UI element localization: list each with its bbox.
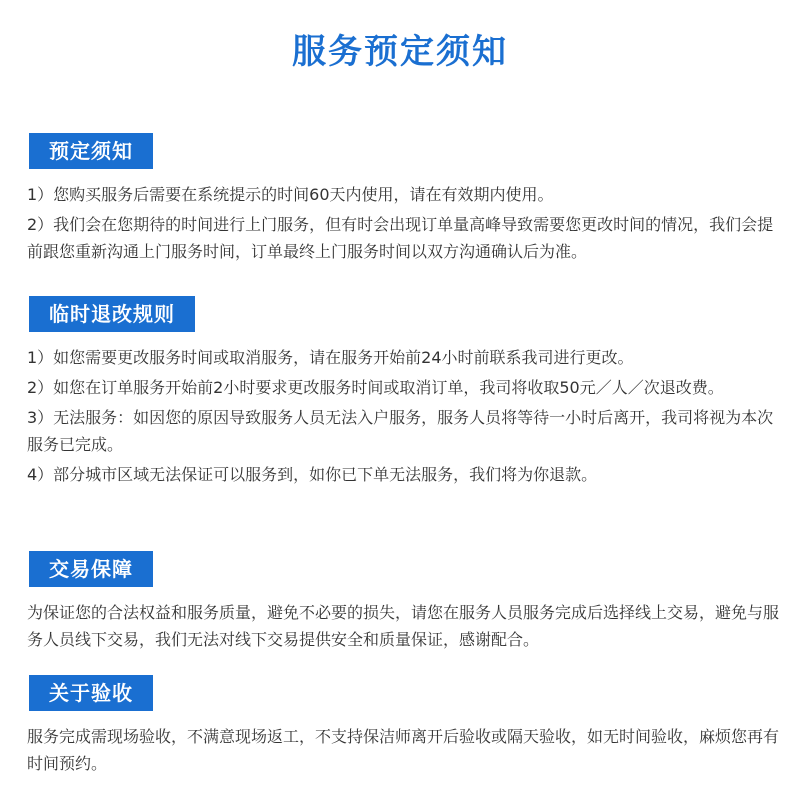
section-items — [27, 723, 779, 777]
section-header: 交易保障 — [29, 551, 153, 587]
section-change-rules — [27, 296, 779, 491]
section-header: 关于验收 — [29, 675, 153, 711]
section-acceptance — [27, 675, 779, 780]
list-item: 1）您购买服务后需要在系统提示的时间60天内使用，请在有效期内使用。 — [27, 185, 554, 204]
section-header: 临时退改规则 — [29, 296, 195, 332]
list-item: 2）我们会在您期待的时间进行上门服务，但有时会出现订单量高峰导致需要您更改时间的情况，我们会提前跟您重新沟通上门服务时间，订单最终上门服务时间以双方沟通确认后为准。 — [27, 215, 774, 261]
list-item: 服务完成需现场验收，不满意现场返工，不支持保洁师离开后验收或隔天验收，如无时间验收，麻烦您再有时间预约。 — [27, 727, 780, 773]
page-title: 服务预定须知 — [292, 32, 508, 72]
list-item: 3）无法服务：如因您的原因导致服务人员无法入户服务，服务人员将等待一小时后离开，我司将视为本次服务已完成。 — [27, 408, 774, 454]
list-item: 1）如您需要更改服务时间或取消服务，请在服务开始前24小时前联系我司进行更改。 — [27, 348, 634, 367]
section-items — [27, 344, 779, 488]
section-transaction-guarantee — [27, 551, 779, 656]
list-item: 为保证您的合法权益和服务质量，避免不必要的损失，请您在服务人员服务完成后选择线上交易，避免与服务人员线下交易，我们无法对线下交易提供安全和质量保证，感谢配合。 — [27, 603, 780, 649]
section-booking-notice — [27, 133, 779, 268]
list-item: 4）部分城市区域无法保证可以服务到，如你已下单无法服务，我们将为你退款。 — [27, 465, 598, 484]
section-header: 预定须知 — [29, 133, 153, 169]
list-item: 2）如您在订单服务开始前2小时要求更改服务时间或取消订单，我司将收取50元／人／次退改费。 — [27, 378, 724, 397]
section-items — [27, 181, 779, 265]
section-items — [27, 599, 779, 653]
